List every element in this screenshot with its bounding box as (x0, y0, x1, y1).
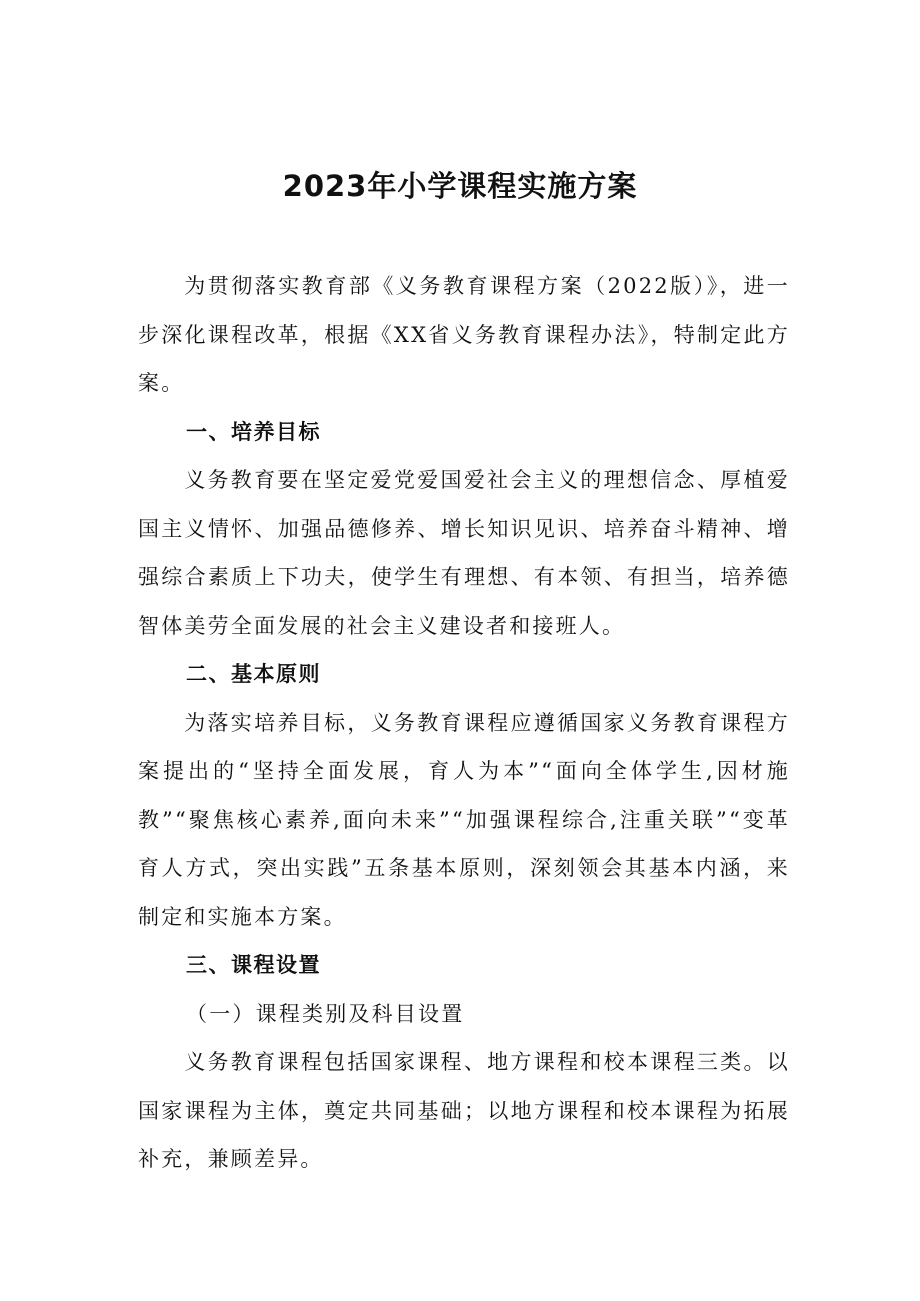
section-heading-curriculum: 三、课程设置 (186, 953, 321, 977)
section-paragraph-goals: 义务教育要在坚定爱党爱国爱社会主义的理想信念、厚植爱国主义情怀、加强品德修养、增长知识见识、培养奋斗精神、增强综合素质上下功夫，使学生有理想、有本领、有担当，培养德智体美劳全面发展的社会主义建设者和接班人。 (138, 468, 790, 638)
section-heading-principles: 二、基本原则 (186, 662, 321, 686)
section-paragraph-curriculum: 义务教育课程包括国家课程、地方课程和校本课程三类。以国家课程为主体，奠定共同基础；以地方课程和校本课程为拓展补充，兼顾差异。 (138, 1050, 790, 1171)
document-body (138, 262, 790, 1184)
subsection-heading-categories: （一）课程类别及科目设置 (186, 1001, 465, 1026)
section-heading-goals: 一、培养目标 (186, 419, 321, 444)
intro-paragraph: 为贯彻落实教育部《义务教育课程方案（2022版）》，进一步深化课程改革，根据《XX省义务教育课程办法》，特制定此方案。 (138, 274, 790, 395)
document-title: 2023年小学课程实施方案 (282, 169, 638, 203)
section-paragraph-principles: 为落实培养目标，义务教育课程应遵循国家义务教育课程方案提出的“坚持全面发展，育人为本”“面向全体学生,因材施教”“聚焦核心素养,面向未来”“加强课程综合,注重关联”“变革育人方式，突出实践”五条基本原则，深刻领会其基本内涵，来制定和实施本方案。 (138, 710, 790, 929)
